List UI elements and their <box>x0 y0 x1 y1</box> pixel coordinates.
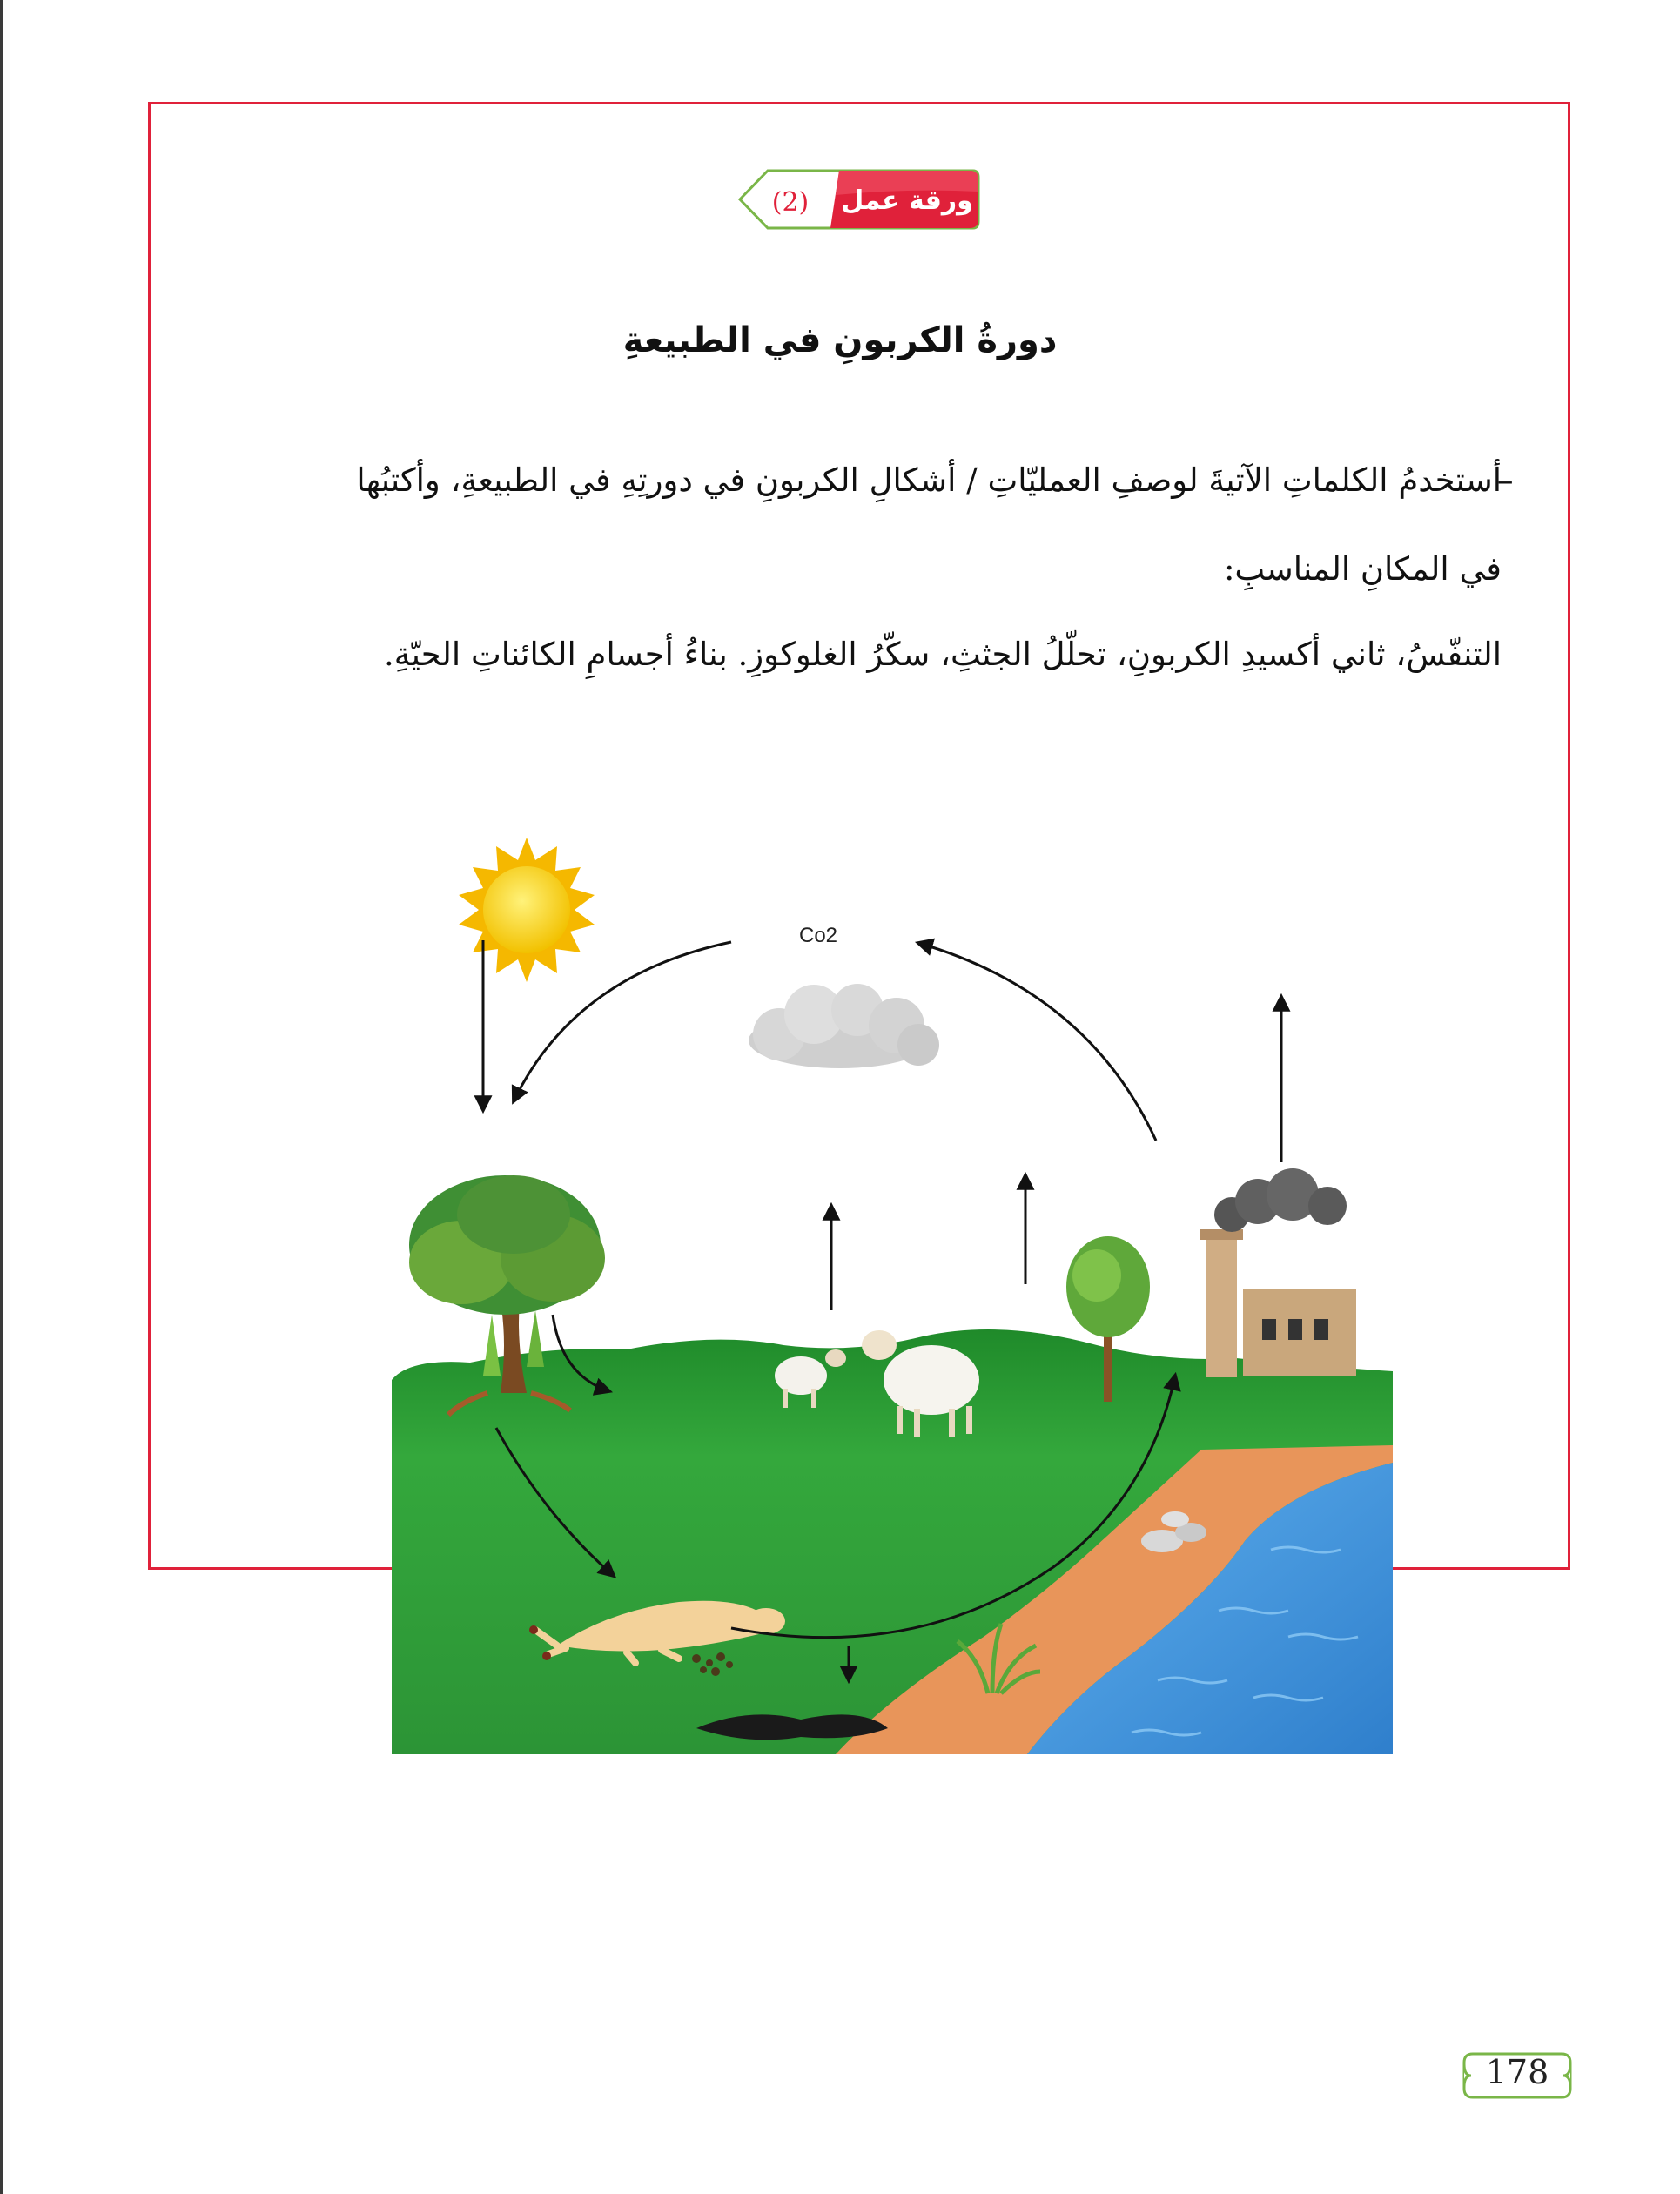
sun-icon <box>459 838 595 982</box>
instruction-bullet: – <box>1497 461 1514 499</box>
co2-label: Co2 <box>799 924 838 947</box>
worksheet-label: ورقة عمل <box>841 185 973 216</box>
instruction-line-2: في المكانِ المناسبِ: <box>1223 550 1502 588</box>
respiration-to-co2-arrow <box>918 943 1156 1141</box>
worksheet-badge <box>733 165 981 233</box>
factory-icon <box>1200 1168 1356 1377</box>
worksheet-number: (2) <box>771 187 810 218</box>
word-bank: التنفّسُ، ثاني أكسيدِ الكربونِ، تحلّلُ الجثثِ، سكّرُ الغلوكوزِ. بناءُ أجسامِ الكائناتِ الحيّةِ. <box>383 636 1502 673</box>
page-number: 178 <box>1485 2053 1549 2091</box>
page-edge-rule <box>0 0 3 2194</box>
cloud-icon <box>749 984 939 1068</box>
carbon-cycle-diagram <box>383 823 1406 1763</box>
page-title: دورةُ الكربونِ في الطبيعةِ <box>622 320 1058 360</box>
instruction-line-1: أستخدمُ الكلماتِ الآتيةَ لوصفِ العمليّاتِ / أشكالِ الكربونِ في دورتِهِ في الطبيعةِ، وأكتبُها <box>356 461 1502 499</box>
